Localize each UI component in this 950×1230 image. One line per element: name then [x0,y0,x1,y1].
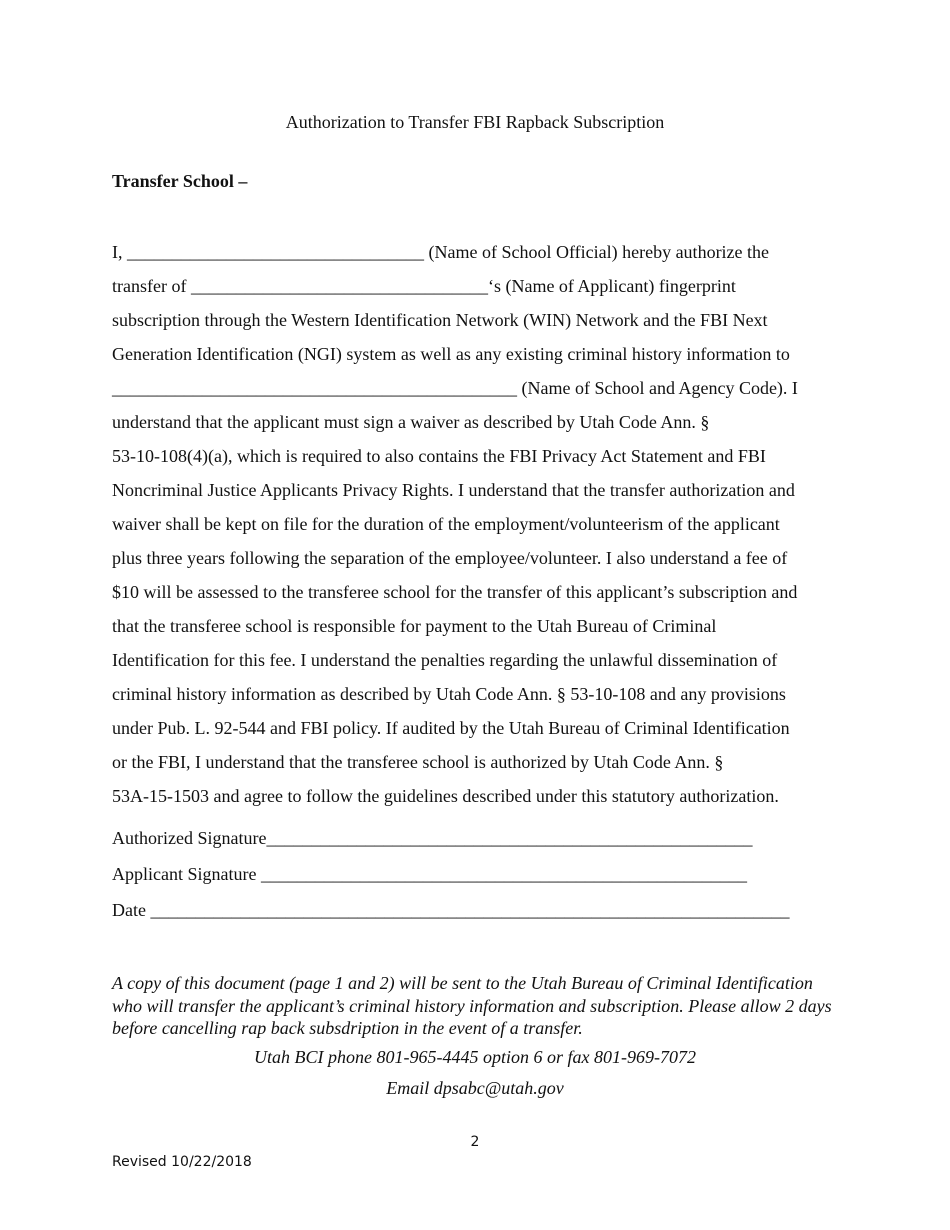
revision-date: Revised 10/22/2018 [112,1154,252,1170]
contact-email: Email dpsabc@utah.gov [386,1078,564,1098]
paragraph-line: _____________________________________________ (Name of School and Agency Code). I [112,378,798,398]
section-heading: Transfer School – [112,171,248,191]
contact-phone: Utah BCI phone 801-965-4445 option 6 or fax 801-969-7072 [254,1047,696,1067]
date-line: Date _______________________________________________________________________ [112,900,790,920]
transfer-notice: A copy of this document (page 1 and 2) will be sent to the Utah Bureau of Criminal Identification who will transfer the applicant’s criminal history information and subscription. Please allow 2 days before cancelling rap back subsdription in the event of a transfer. [112,973,832,1038]
paragraph-line: understand that the applicant must sign a waiver as described by Utah Code Ann. § [112,412,710,432]
paragraph-line: 53-10-108(4)(a), which is required to also contains the FBI Privacy Act Statement and FBI [112,446,766,466]
authorized-signature-line: Authorized Signature______________________________________________________ [112,828,753,848]
applicant-signature-line: Applicant Signature ______________________________________________________ [112,864,747,884]
paragraph-line: transfer of _________________________________‘s (Name of Applicant) fingerprint [112,276,736,296]
paragraph-line: criminal history information as described by Utah Code Ann. § 53-10-108 and any provisions [112,684,786,704]
paragraph-line: Generation Identification (NGI) system as well as any existing criminal history information to [112,344,790,364]
document-title: Authorization to Transfer FBI Rapback Subscription [285,112,665,132]
paragraph-line: Identification for this fee. I understand the penalties regarding the unlawful dissemination of [112,650,778,670]
paragraph-line: 53A-15-1503 and agree to follow the guidelines described under this statutory authorization. [112,786,779,806]
paragraph-line: waiver shall be kept on file for the duration of the employment/volunteerism of the applicant [112,514,780,534]
paragraph-line: subscription through the Western Identification Network (WIN) Network and the FBI Next [112,310,768,330]
paragraph-line: I, _________________________________ (Name of School Official) hereby authorize the [112,242,770,262]
paragraph-line: that the transferee school is responsible for payment to the Utah Bureau of Criminal [112,616,717,636]
paragraph-line: Noncriminal Justice Applicants Privacy Rights. I understand that the transfer authorization and [112,480,795,500]
paragraph-line: plus three years following the separation of the employee/volunteer. I also understand a fee of [112,548,788,568]
paragraph-line: $10 will be assessed to the transferee school for the transfer of this applicant’s subscription and [112,582,798,602]
paragraph-line: under Pub. L. 92-544 and FBI policy. If audited by the Utah Bureau of Criminal Identification [112,718,790,738]
paragraph-line: or the FBI, I understand that the transferee school is authorized by Utah Code Ann. § [112,752,724,772]
page-number: 2 [470,1134,480,1150]
